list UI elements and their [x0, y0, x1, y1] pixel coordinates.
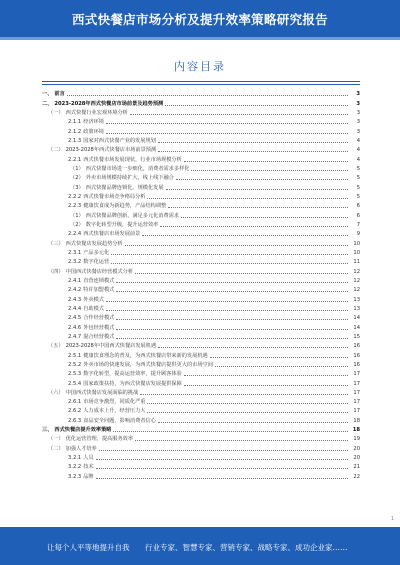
toc-leader-dots [96, 478, 348, 479]
toc-leader-dots [116, 291, 348, 292]
toc-entry[interactable] [42, 434, 360, 443]
toc-entry-number: （三） [48, 240, 64, 247]
toc-entry-page: 3 [356, 91, 360, 98]
toc-entry[interactable] [42, 304, 360, 313]
toc-entry-title: 数字化转型，提高运营效率，提升顾客体验 [83, 371, 182, 378]
toc-entry-title: 外卖市场的快速发展，为西式快餐店提供更大的市场空间 [83, 361, 213, 368]
toc-entry-title: 人力成本上升，经营压力大 [83, 408, 146, 415]
toc-entry-title: 自助模式 [83, 305, 104, 312]
toc-entry-title: 中国西式快餐店发展面临的挑战 [65, 389, 139, 396]
toc-entry-page: 9 [356, 231, 360, 238]
toc-leader-dots [142, 235, 348, 236]
toc-leader-dots [96, 459, 348, 460]
toc-entry-number: 2.1.1 [68, 119, 82, 126]
toc-entry-title: 合作经营模式 [83, 315, 115, 322]
toc-entry[interactable] [42, 360, 360, 369]
toc-top-rule [42, 81, 360, 82]
toc-entry[interactable] [42, 341, 360, 350]
toc-entry-title: 2023-2028年西式快餐店市场前景预测 [65, 147, 157, 154]
toc-entry-page: 22 [353, 473, 360, 480]
toc-entry-number: （3） [70, 184, 84, 191]
toc-leader-dots [135, 440, 348, 441]
toc-entry[interactable] [42, 108, 360, 117]
toc-entry-page: 3 [356, 109, 360, 116]
toc-entry[interactable] [42, 462, 360, 471]
toc-entry[interactable] [42, 182, 360, 191]
toc-entry-number: 2.5.2 [68, 361, 82, 368]
toc-leader-dots [160, 226, 348, 227]
toc-entry[interactable] [42, 117, 360, 126]
toc-entry-number: （2） [70, 221, 84, 228]
toc-entry-page: 13 [353, 305, 360, 312]
toc-entry-page: 18 [352, 427, 360, 434]
toc-entry-title: 优化运营管理，提高服务效率 [65, 436, 134, 443]
toc-entry-number: （1） [70, 212, 84, 219]
toc-entry[interactable] [42, 257, 360, 266]
toc-entry-title: 2023-2028年西式快餐店市场前景及趋势预测 [54, 100, 164, 107]
toc-entry-page: 12 [353, 268, 360, 275]
toc-leader-dots [168, 207, 348, 208]
header-accent-bar [0, 37, 400, 40]
toc-entry-number: 2.3.1 [68, 249, 82, 256]
toc-leader-dots [116, 338, 348, 339]
toc-entry-title: 品牌 [83, 473, 94, 480]
toc-entry-title: 国家对西式快餐产业的发展规划 [83, 137, 156, 144]
toc-entry-title: 产品多元化 [83, 249, 110, 256]
toc-leader-dots [106, 301, 348, 302]
toc-leader-dots [111, 254, 348, 255]
toc-leader-dots [166, 189, 348, 190]
toc-entry-page: 4 [356, 137, 360, 144]
toc-entry[interactable] [42, 294, 360, 303]
toc-entry-page: 16 [353, 352, 360, 359]
toc-entry-title: 西式快餐店发展趋势分析 [65, 240, 123, 247]
toc-entry[interactable] [42, 443, 360, 452]
toc-entry-page: 10 [353, 240, 360, 247]
toc-entry-title: 技术 [83, 464, 94, 471]
toc-entry-page: 5 [356, 175, 360, 182]
toc-entry-title: 西式快餐品牌创新，满足多元化消费需求 [85, 212, 180, 219]
toc-entry-page: 18 [353, 417, 360, 424]
toc-entry-number: （六） [48, 389, 64, 396]
toc-entry-number: 2.4.1 [68, 277, 82, 284]
toc-entry-page: 6 [356, 212, 360, 219]
page-corner-mark: 1 [390, 516, 394, 522]
toc-entry-number: 2.6.3 [68, 417, 82, 424]
toc-entry-number: 2.4.6 [68, 324, 82, 331]
toc-entry-page: 5 [356, 165, 360, 172]
toc-entry-number: （二） [48, 445, 64, 452]
toc-entry[interactable] [42, 126, 360, 135]
toc-leader-dots [181, 217, 348, 218]
toc-entry-number: 2.4.7 [68, 333, 82, 340]
toc-entry-number: 2.6.2 [68, 408, 82, 415]
toc-leader-dots [116, 329, 348, 330]
toc-entry-title: 直营连锁模式 [83, 277, 115, 284]
toc-leader-dots [106, 310, 348, 311]
toc-entry-number: 2.4.4 [68, 305, 82, 312]
toc-entry[interactable] [42, 406, 360, 415]
toc-entry-page: 5 [356, 193, 360, 200]
toc-entry-page: 3 [356, 119, 360, 126]
toc-entry[interactable] [42, 453, 360, 462]
toc-entry-number: 2.2.3 [68, 203, 82, 210]
toc-leader-dots [116, 319, 348, 320]
toc-entry-number: 2.3.2 [68, 259, 82, 266]
toc-entry-title: 前言 [54, 91, 65, 98]
toc-entry-page: 21 [353, 464, 360, 471]
toc-leader-dots [210, 357, 348, 358]
page-footer [0, 527, 400, 565]
toc-entry-number: （二） [48, 147, 64, 154]
toc-leader-dots [184, 375, 348, 376]
page-header [0, 0, 400, 40]
toc-entry-title: 混合经营模式 [83, 333, 115, 340]
toc-entry[interactable] [42, 415, 360, 424]
toc-entry[interactable] [42, 369, 360, 378]
toc-entry-title: 政策环境 [83, 128, 104, 135]
toc-entry[interactable] [42, 285, 360, 294]
toc-entry-title: 数字化转型升级，提升运营效率 [85, 221, 159, 228]
toc-leader-dots [130, 114, 348, 115]
toc-entry-page: 17 [353, 399, 360, 406]
toc-entry-page: 4 [356, 156, 360, 163]
toc-entry-page: 19 [353, 436, 360, 443]
toc-leader-dots [191, 170, 348, 171]
toc-entry[interactable] [42, 425, 360, 434]
toc-leader-dots [165, 105, 348, 106]
toc-entry-title: 西式快餐行业宏观环境分析 [65, 109, 128, 116]
toc-entry[interactable] [42, 332, 360, 341]
toc-entry[interactable] [42, 173, 360, 182]
table-of-contents [42, 89, 360, 481]
toc-entry-title: 外卖模式 [83, 296, 104, 303]
toc-entry[interactable] [42, 89, 360, 98]
toc-entry[interactable] [42, 136, 360, 145]
toc-entry-number: （一） [48, 109, 64, 116]
toc-entry-number: 2.1.2 [68, 128, 82, 135]
toc-entry-number: 3.2.2 [68, 464, 82, 471]
toc-entry-page: 16 [353, 343, 360, 350]
toc-leader-dots [158, 422, 348, 423]
toc-entry-page: 17 [353, 380, 360, 387]
toc-entry-title: 人员 [83, 455, 94, 462]
toc-entry-title: 西式快餐店提升效率策略 [54, 427, 112, 434]
toc-entry-number: 2.4.2 [68, 287, 82, 294]
toc-leader-dots [147, 198, 348, 199]
toc-leader-dots [140, 394, 348, 395]
toc-entry-page: 17 [353, 389, 360, 396]
toc-entry-page: 12 [353, 287, 360, 294]
toc-entry-number: （2） [70, 175, 84, 182]
document-title: 西式快餐店市场分析及提升效率策略研究报告 [71, 12, 328, 27]
toc-entry[interactable] [42, 201, 360, 210]
toc-entry-title: 食品安全问题，影响消费者信心 [83, 417, 156, 424]
toc-entry-number: （1） [70, 165, 84, 172]
toc-entry-number: 2.2.2 [68, 193, 82, 200]
toc-entry[interactable] [42, 238, 360, 247]
toc-entry[interactable] [42, 98, 360, 107]
toc-entry-page: 13 [353, 296, 360, 303]
toc-leader-dots [113, 431, 348, 432]
toc-entry-title: 外包经营模式 [83, 324, 115, 331]
toc-entry-page: 20 [353, 455, 360, 462]
toc-entry-title: 健康饮食成为新趋势，产品结构调整 [83, 203, 167, 210]
toc-entry[interactable] [42, 220, 360, 229]
toc-entry[interactable] [42, 248, 360, 257]
toc-entry-page: 6 [356, 203, 360, 210]
toc-entry-number: 3.2.1 [68, 455, 82, 462]
toc-entry[interactable] [42, 145, 360, 154]
toc-leader-dots [106, 133, 348, 134]
toc-leader-dots [215, 366, 348, 367]
toc-leader-dots [158, 142, 348, 143]
toc-entry-page: 15 [353, 333, 360, 340]
footer-slogan: 让每个人平等地提升自我 [47, 543, 130, 552]
toc-entry-title: 西式快餐店市场发展前景 [83, 231, 141, 238]
toc-leader-dots [106, 123, 348, 124]
toc-entry-number: 一、 [42, 91, 53, 98]
toc-entry-title: 西式快餐品牌连锁化、规模化发展 [85, 184, 164, 191]
toc-entry-number: 2.2.4 [68, 231, 82, 238]
toc-leader-dots [158, 347, 348, 348]
toc-entry-number: 2.5.4 [68, 380, 82, 387]
footer-tagline: 行业专家、智慧专家、营销专家、战略专家、成功企业家…… [145, 543, 348, 552]
toc-entry-page: 3 [356, 128, 360, 135]
toc-leader-dots [116, 282, 348, 283]
toc-leader-dots [125, 245, 348, 246]
toc-entry[interactable] [42, 154, 360, 163]
toc-entry-page: 14 [353, 324, 360, 331]
toc-entry-title: 西式快餐市场发展现状，行业市场规模分析 [83, 156, 182, 163]
toc-entry-page: 3 [356, 100, 360, 107]
toc-entry-title: 特许加盟模式 [83, 287, 115, 294]
toc-entry-page: 10 [353, 249, 360, 256]
toc-entry[interactable] [42, 471, 360, 480]
toc-entry-page: 20 [353, 445, 360, 452]
toc-entry[interactable] [42, 210, 360, 219]
toc-leader-dots [135, 273, 348, 274]
toc-leader-dots [111, 263, 348, 264]
toc-entry-page: 17 [353, 408, 360, 415]
toc-entry-title: 外卖市场规模持续扩大，线上线下融合 [85, 175, 174, 182]
toc-entry-title: 加强人才培养 [65, 445, 97, 452]
toc-entry[interactable] [42, 229, 360, 238]
toc-entry-title: 市场竞争激烈，同质化严重 [83, 399, 146, 406]
toc-entry-title: 西式快餐市场进一步细化，消费者需求多样化 [85, 165, 190, 172]
toc-entry-number: （一） [48, 436, 64, 443]
toc-leader-dots [99, 450, 348, 451]
toc-entry-title: 中国西式快餐店经营模式分析 [65, 268, 134, 275]
toc-entry-title: 经济环境 [83, 119, 104, 126]
toc-entry-number: 2.5.3 [68, 371, 82, 378]
toc-entry-number: 2.6.1 [68, 399, 82, 406]
toc-entry-title: 西式快餐市场竞争格局分析 [83, 193, 146, 200]
toc-leader-dots [184, 161, 348, 162]
toc-entry[interactable] [42, 192, 360, 201]
toc-entry-page: 12 [353, 277, 360, 284]
toc-entry-page: 16 [353, 361, 360, 368]
toc-entry-number: 2.4.3 [68, 296, 82, 303]
toc-entry[interactable] [42, 276, 360, 285]
toc-leader-dots [176, 179, 348, 180]
toc-entry-page: 14 [353, 315, 360, 322]
toc-entry[interactable] [42, 378, 360, 387]
toc-entry-page: 17 [353, 371, 360, 378]
toc-leader-dots [147, 403, 348, 404]
toc-entry-page: 11 [353, 259, 360, 266]
toc-entry-number: 二、 [42, 100, 53, 107]
toc-entry-page: 7 [356, 221, 360, 228]
toc-entry-title: 数字化运营 [83, 259, 110, 266]
toc-entry-title: 健康饮食理念的普及，为西式快餐店带来新的发展机遇 [83, 352, 208, 359]
toc-leader-dots [96, 468, 348, 469]
toc-entry[interactable] [42, 266, 360, 275]
toc-leader-dots [184, 385, 348, 386]
toc-entry[interactable] [42, 313, 360, 322]
toc-entry-number: 3.2.3 [68, 473, 82, 480]
toc-entry-number: 2.2.1 [68, 156, 82, 163]
toc-entry-number: （四） [48, 268, 64, 275]
toc-entry-page: 5 [356, 184, 360, 191]
toc-entry-number: 2.4.5 [68, 315, 82, 322]
toc-entry-title: 2023-2028年中国西式快餐店发展机遇 [65, 343, 157, 350]
toc-entry-number: （五） [48, 343, 64, 350]
toc-entry-title: 国家政策扶持，为西式快餐店发展提供保障 [83, 380, 182, 387]
toc-entry-number: 2.1.3 [68, 137, 82, 144]
toc-entry[interactable] [42, 322, 360, 331]
toc-entry[interactable] [42, 350, 360, 359]
toc-entry-number: 三、 [42, 427, 53, 434]
toc-entry[interactable] [42, 397, 360, 406]
toc-entry-number: 2.5.1 [68, 352, 82, 359]
toc-heading: 内容目录 [174, 60, 226, 73]
toc-leader-dots [67, 95, 348, 96]
toc-top-rule-thin [42, 84, 360, 85]
toc-leader-dots [147, 412, 348, 413]
toc-entry[interactable] [42, 164, 360, 173]
toc-entry-page: 4 [356, 147, 360, 154]
toc-leader-dots [158, 151, 348, 152]
toc-entry[interactable] [42, 388, 360, 397]
